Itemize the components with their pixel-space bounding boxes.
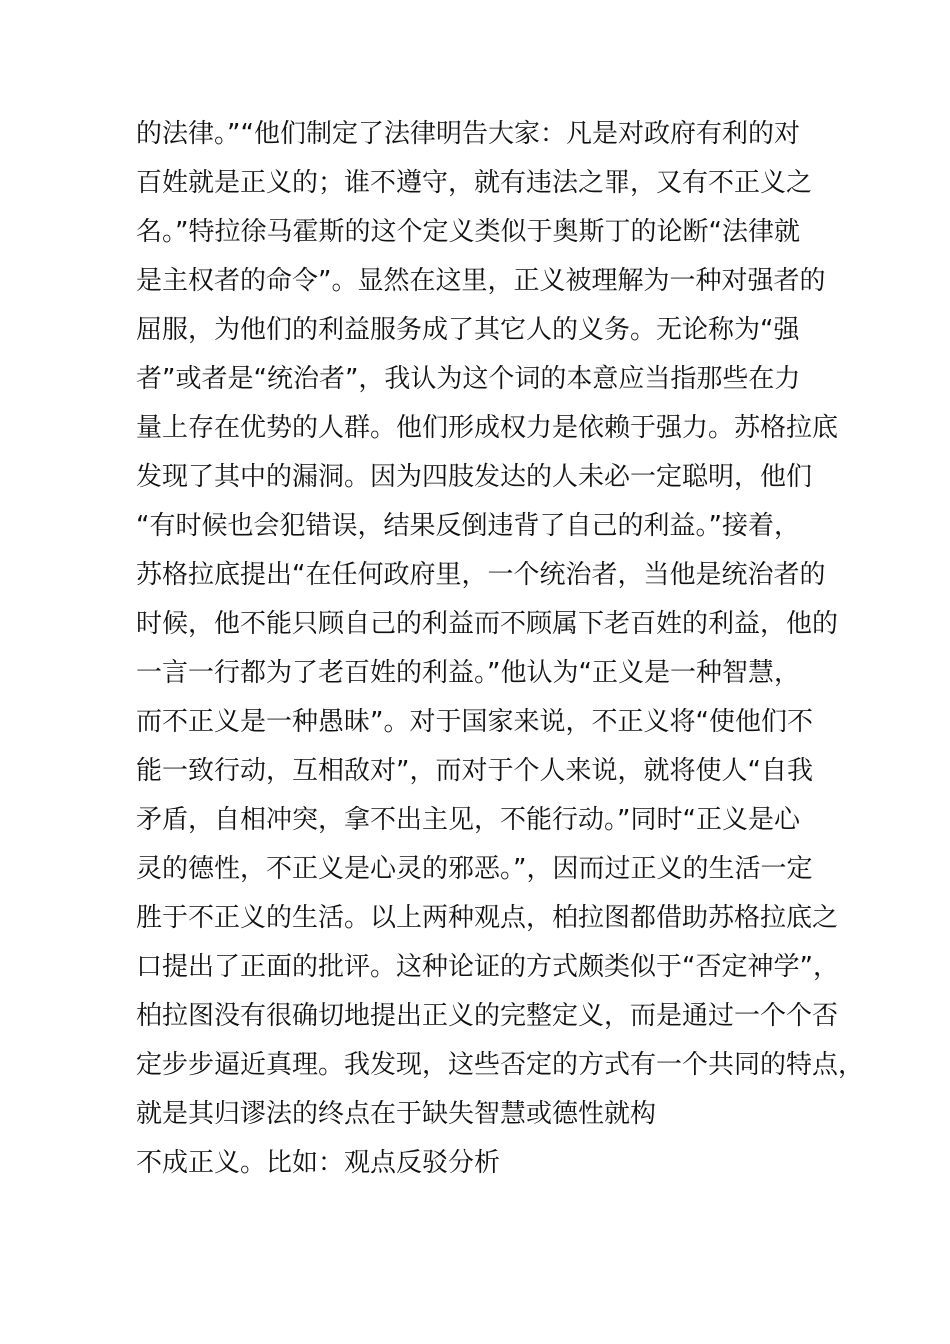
text-line: 而不正义是一种愚昧”。对于国家来说，不正义将“使他们不 xyxy=(136,707,813,737)
text-line: 苏格拉底提出“在任何政府里，一个统治者，当他是统治者的 xyxy=(136,560,826,590)
text-line: 柏拉图没有很确切地提出正义的完整定义，而是通过一个个否 xyxy=(136,1001,839,1031)
text-line: 时候，他不能只顾自己的利益而不顾属下老百姓的利益，他的 xyxy=(136,609,839,639)
body-text xyxy=(136,110,865,1188)
text-line: 者”或者是“统治者”，我认为这个词的本意应当指那些在力 xyxy=(136,364,801,394)
text-line: 胜于不正义的生活。以上两种观点，柏拉图都借助苏格拉底之 xyxy=(136,903,839,933)
text-line: 量上存在优势的人群。他们形成权力是依赖于强力。苏格拉底 xyxy=(136,413,839,443)
text-line: 就是其归谬法的终点在于缺失智慧或德性就构 xyxy=(136,1099,657,1129)
text-line: 名。”特拉徐马霍斯的这个定义类似于奥斯丁的论断“法律就 xyxy=(136,217,800,247)
text-line: 能一致行动，互相敌对”，而对于个人来说，就将使人“自我 xyxy=(136,756,813,786)
text-line: 的法律。”“他们制定了法律明告大家：凡是对政府有利的对 xyxy=(136,119,800,149)
text-line: 口提出了正面的批评。这种论证的方式颇类似于“否定神学”， xyxy=(136,952,839,982)
text-line: 灵的德性，不正义是心灵的邪恶。”，因而过正义的生活一定 xyxy=(136,854,813,884)
text-line: 发现了其中的漏洞。因为四肢发达的人未必一定聪明，他们 xyxy=(136,462,813,492)
text-line: 屈服，为他们的利益服务成了其它人的义务。无论称为“强 xyxy=(136,315,800,345)
text-line: 百姓就是正义的；谁不遵守，就有违法之罪，又有不正义之 xyxy=(136,168,813,198)
text-line: 一言一行都为了老百姓的利益。”他认为“正义是一种智慧， xyxy=(136,658,800,688)
text-line: “有时候也会犯错误，结果反倒违背了自己的利益。”接着， xyxy=(136,511,800,541)
text-line: 定步步逼近真理。我发现，这些否定的方式有一个共同的特点， xyxy=(136,1050,865,1080)
text-line: 不成正义。比如：观点反驳分析 xyxy=(136,1148,501,1178)
text-line: 矛盾，自相冲突，拿不出主见，不能行动。”同时“正义是心 xyxy=(136,805,800,835)
text-line: 是主权者的命令”。显然在这里，正义被理解为一种对强者的 xyxy=(136,266,826,296)
